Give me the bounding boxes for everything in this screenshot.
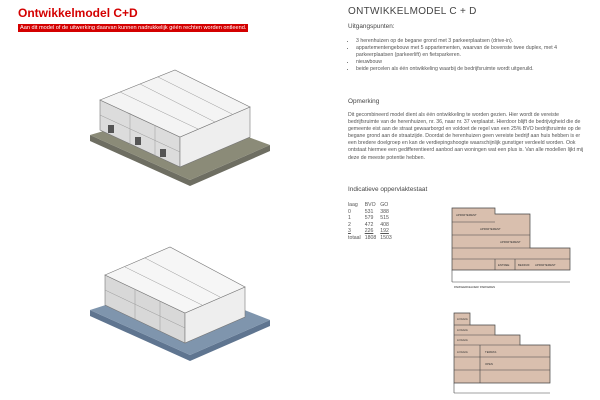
table-row <box>348 222 396 229</box>
section-diagram-top <box>440 200 590 290</box>
section-diagram-bottom <box>440 305 590 395</box>
oppervlakte-heading: Indicatieve oppervlaktestaat <box>348 186 428 193</box>
uitgangspunten-heading: Uitgangspunten: <box>348 23 395 30</box>
cell: 408 <box>380 221 389 228</box>
cell: 1 <box>348 215 351 222</box>
col-go: GO <box>380 202 389 208</box>
label: OPEN <box>485 362 493 366</box>
opmerking-heading: Opmerking <box>348 98 380 105</box>
label: APPARTEMENT <box>456 213 477 217</box>
list-item: • nieuwbouw <box>356 59 588 66</box>
model-view-bottom <box>80 225 280 365</box>
cell: 1808 <box>364 234 377 241</box>
cell: 531 <box>364 208 374 215</box>
area-table <box>348 202 396 242</box>
label: BEDRIJF <box>518 263 530 267</box>
cell: 1503 <box>380 234 392 241</box>
cell: totaal <box>348 234 361 241</box>
table-header-row <box>348 202 396 209</box>
cell: 515 <box>380 215 389 222</box>
cell: 472 <box>364 221 374 228</box>
label: LOGGIA <box>457 350 468 354</box>
table-total-row <box>348 235 396 242</box>
section-title: ONTWIKKELMODEL C + D <box>348 6 477 17</box>
table-row <box>348 228 396 235</box>
col-laag: laag <box>348 202 358 208</box>
label: ENTREE <box>498 263 510 267</box>
col-bvo: BVO <box>364 202 376 208</box>
cell: 388 <box>380 208 389 215</box>
model-view-top <box>80 55 280 190</box>
list-item: • 3 herenhuizen op de begane grond met 3 parkeerplaatsen (drive-in). <box>356 38 588 45</box>
cell: 0 <box>348 208 351 215</box>
page-title: Ontwikkelmodel C+D <box>18 6 138 20</box>
cell: 579 <box>364 215 374 222</box>
table-row <box>348 215 396 222</box>
uitgangspunten-list <box>348 38 588 73</box>
label: TERRAS <box>485 350 497 354</box>
label: LOGGIA <box>457 338 468 342</box>
table-row <box>348 209 396 216</box>
label: LOGGIA <box>457 317 468 321</box>
disclaimer-banner: Aan dit model of de uitwerking daarvan kunnen nadrukkelijk géén rechten worden ontleend. <box>20 25 247 31</box>
label: LOGGIA <box>457 328 468 332</box>
label: APPARTEMENT <box>500 240 521 244</box>
opmerking-text: Dit gecombineerd model dient als één ontwikkeling te worden gezien. Hier wordt de vereiste bedrijfsruimte van de herenhuizen, nr. 36, naar nr. 37 verplaatst. Hierdoor blijft de bedrijvigheid die de gemeente eist aan de straat gewaarborgd en voldoet de regel van een 25% BVO bedrijfsruimte op de begane grond aan de straatzijde. Doordat de herenhuizen geen vereiste bedrijf aan huis hebben is er een bredere doelgroep en kan de verdiepingshoogte waarschijnlijk gunstiger verdeeld worden. Ook ontstaat hiermee een gedifferentieerd aanbod aan woningen wat een plus is. Van alle modellen lijkt mij deze de meeste potentie hebben. <box>348 112 584 161</box>
cell: 3 <box>348 228 351 235</box>
cell: 226 <box>364 228 374 235</box>
label: APPARTEMENT <box>480 227 501 231</box>
label: PARKEERKELDER/ PARKEREN <box>454 285 496 289</box>
label: APPARTEMENT <box>535 263 556 267</box>
cell: 192 <box>380 228 389 235</box>
list-item: • appartementengebouw met 5 appartementen, waarvan de bovenste twee duplex, met 4 parkeerplaatsen (parkeerlift) en fietsparkeren. <box>356 45 588 59</box>
cell: 2 <box>348 221 351 228</box>
list-item: • beide percelen als één ontwikkeling waarbij de bedrijfsruimte wordt uitgeruild. <box>356 66 588 73</box>
